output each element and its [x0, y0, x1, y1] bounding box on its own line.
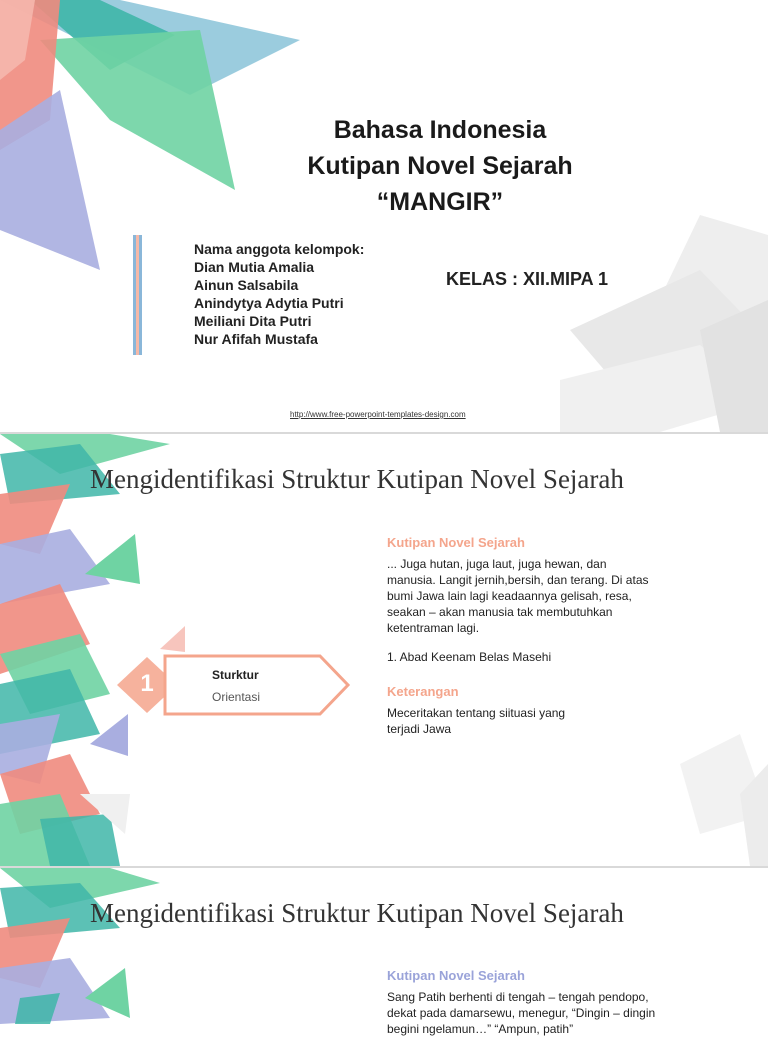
deco-shape [160, 626, 185, 652]
deco-shape [90, 714, 128, 756]
member-name: Dian Mutia Amalia [194, 259, 315, 275]
template-link[interactable]: http://www.free-powerpoint-templates-design.com [290, 410, 466, 419]
structure-value: Orientasi [212, 690, 261, 704]
excerpt-line: seakan – akan manusia tak membutuhkan [387, 605, 613, 619]
excerpt-line: begini ngelamun…” “Ampun, patih” [387, 1022, 574, 1036]
excerpt-line: manusia. Langit jernih,bersih, dan terang. Di atas [387, 573, 649, 587]
title-line: Bahasa Indonesia [333, 116, 547, 144]
excerpt-heading: Kutipan Novel Sejarah [387, 535, 525, 550]
note-heading: Keterangan [387, 684, 459, 699]
excerpt-line: dekat pada damarsewu, menegur, “Dingin – dingin [387, 1006, 656, 1020]
excerpt-text [387, 989, 655, 1037]
member-list [194, 240, 364, 348]
deco-shape [40, 814, 120, 866]
class-label: KELAS : XII.MIPA 1 [446, 269, 609, 289]
presentation-title [220, 112, 660, 220]
deco-shape [0, 958, 110, 1024]
excerpt-line: ketentraman lagi. [387, 621, 480, 635]
member-name: Ainun Salsabila [194, 277, 299, 293]
note-line: Meceritakan tentang siituasi yang [387, 706, 566, 720]
title-slide [0, 0, 768, 432]
content-slide [0, 434, 768, 866]
accent-bar [133, 235, 142, 355]
excerpt-line: ... Juga hutan, juga laut, juga hewan, dan [387, 557, 607, 571]
member-name: Meiliani Dita Putri [194, 313, 312, 329]
content-slide-partial [0, 868, 768, 1036]
list-item: 1. Abad Keenam Belas Masehi [387, 650, 552, 664]
members-heading: Nama anggota kelompok: [194, 241, 365, 257]
excerpt-heading: Kutipan Novel Sejarah [387, 968, 525, 983]
step-number: 1 [140, 670, 154, 697]
excerpt-line: bumi Jawa lain lagi keadaannya gelisah, resa, [387, 589, 632, 603]
member-name: Nur Afifah Mustafa [194, 331, 318, 347]
note-text [387, 705, 565, 737]
member-name: Anindytya Adytia Putri [194, 295, 344, 311]
title-line: Kutipan Novel Sejarah [307, 152, 573, 180]
decorative-shapes [0, 434, 768, 866]
title-line: “MANGIR” [376, 188, 504, 216]
slide-title: Mengidentifikasi Struktur Kutipan Novel Sejarah [90, 898, 624, 928]
excerpt-text [387, 556, 649, 636]
excerpt-line: Sang Patih berhenti di tengah – tengah pendopo, [387, 990, 649, 1004]
slide-title: Mengidentifikasi Struktur Kutipan Novel Sejarah [90, 464, 624, 494]
structure-label: Sturktur [212, 668, 259, 682]
note-line: terjadi Jawa [387, 722, 452, 736]
step-arrow-outline [165, 656, 348, 714]
